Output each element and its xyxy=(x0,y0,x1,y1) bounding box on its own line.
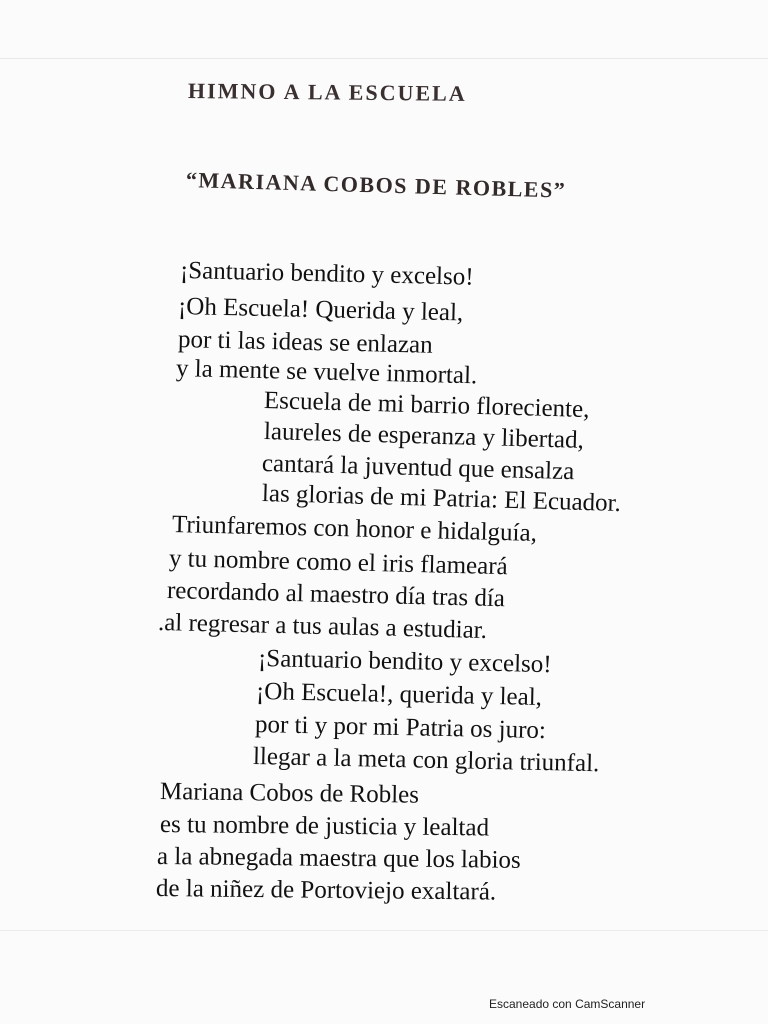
verse-line: Escuela de mi barrio floreciente, xyxy=(263,387,590,424)
verse-line: cantará la juventud que ensalza xyxy=(261,450,575,486)
verse-line: es tu nombre de justicia y lealtad xyxy=(159,811,490,842)
paper-top-edge xyxy=(0,58,768,59)
hymn-title: HIMNO A LA ESCUELA xyxy=(187,78,467,106)
verse-line: recordando al maestro día tras día xyxy=(166,577,506,613)
verse-line: .al regresar a tus aulas a estudiar. xyxy=(157,609,488,645)
verse-line: y tu nombre como el iris flameará xyxy=(168,545,509,581)
paper-bottom-edge xyxy=(0,930,768,931)
scanner-watermark: Escaneado con CamScanner xyxy=(489,997,646,1011)
verse-line: por ti y por mi Patria os juro: xyxy=(254,711,547,745)
verse-line: laureles de esperanza y libertad, xyxy=(263,418,585,454)
verse-line: de la niñez de Portoviejo exaltará. xyxy=(155,875,497,906)
verse-line: Triunfaremos con honor e hidalguía, xyxy=(171,511,538,547)
verse-line: llegar a la meta con gloria triunfal. xyxy=(252,743,600,778)
verse-line: por ti las ideas se enlazan xyxy=(177,326,434,359)
verse-line: Mariana Cobos de Robles xyxy=(159,778,420,809)
hymn-subtitle: “MARIANA COBOS DE ROBLES” xyxy=(185,167,567,203)
verse-line: ¡Oh Escuela! Querida y leal, xyxy=(177,293,464,327)
verse-line: a la abnegada maestra que los labios xyxy=(156,843,521,874)
verse-line: y la mente se vuelve inmortal. xyxy=(175,355,478,390)
verse-line: ¡Oh Escuela!, querida y leal, xyxy=(255,678,543,711)
verse-line: ¡Santuario bendito y excelso! xyxy=(257,645,552,679)
verse-line: las glorias de mi Patria: El Ecuador. xyxy=(261,480,622,518)
verse-line: ¡Santuario bendito y excelso! xyxy=(179,257,474,291)
